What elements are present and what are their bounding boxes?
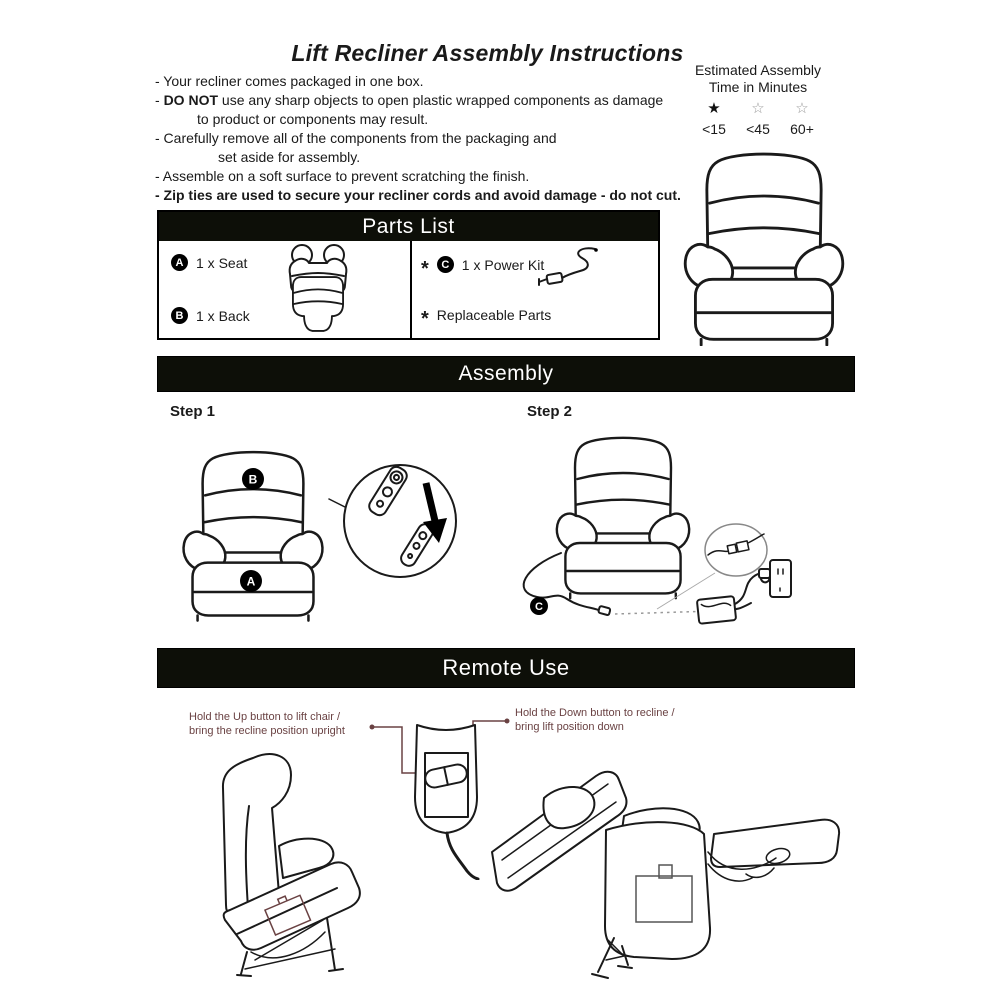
part-label: 1 x Power Kit <box>461 256 545 273</box>
part-label: 1 x Seat <box>196 254 248 271</box>
part-row-seat <box>171 254 247 271</box>
intro-line-2-cont: to product or components may result. <box>197 111 429 127</box>
recliner-front-illustration <box>668 146 860 346</box>
intro-notes <box>155 72 705 205</box>
power-kit-icon <box>535 245 605 293</box>
step-1-label: Step 1 <box>170 403 216 420</box>
part-badge-a-marker <box>240 570 262 592</box>
back-part-icon <box>292 273 344 335</box>
svg-text:A: A <box>246 574 256 589</box>
wall-outlet <box>759 560 791 597</box>
part-label: 1 x Back <box>196 307 250 324</box>
parts-list-table <box>157 210 660 340</box>
intro-line-3-cont: set aside for assembly. <box>218 149 361 165</box>
asterisk: * <box>421 308 429 330</box>
star-filled-icon: ★ <box>707 100 721 117</box>
remote-body <box>415 725 478 879</box>
intro-line-3: - Carefully remove all of the components from the packaging and <box>155 130 557 146</box>
time-label: <45 <box>746 121 770 137</box>
intro-line-4: - Assemble on a soft surface to prevent scratching the finish. <box>155 168 530 184</box>
remote-section-header: Remote Use <box>157 648 855 688</box>
part-badge-c-marker <box>530 597 548 615</box>
assembly-section-header: Assembly <box>157 356 855 392</box>
assembly-time-title-1: Estimated Assembly <box>694 62 822 78</box>
intro-line-2: - DO NOT use any sharp objects to open plastic wrapped components as damage <box>155 92 664 108</box>
step-2-label: Step 2 <box>527 403 573 420</box>
bracket-detail-magnifier <box>344 464 456 577</box>
asterisk: * <box>421 257 429 280</box>
page-title: Lift Recliner Assembly Instructions <box>291 40 684 67</box>
intro-line-1: - Your recliner comes packaged in one box. <box>155 73 424 89</box>
star-outline-icon: ☆ <box>795 100 809 117</box>
step2-illustration <box>495 425 861 641</box>
part-badge-a: A <box>171 254 188 271</box>
lift-position-chair-illustration <box>185 748 365 983</box>
assembly-time-title-2: Time in Minutes <box>708 78 808 95</box>
remote-down-callout: Hold the Down button to recline / bring lift position down <box>515 707 675 733</box>
svg-text:B: B <box>248 472 258 487</box>
do-not-emphasis: DO NOT <box>163 92 219 108</box>
assembly-time-panel <box>683 62 833 137</box>
part-row-power-kit <box>421 256 545 280</box>
part-badge-b-marker <box>242 468 264 490</box>
time-label: 60+ <box>790 121 814 137</box>
remote-up-callout: Hold the Up button to lift chair / bring the recline position upright <box>189 711 345 737</box>
parts-list-body <box>159 241 658 338</box>
power-brick <box>697 596 736 624</box>
part-badge-c: C <box>437 256 454 273</box>
star-outline-icon: ☆ <box>751 100 765 117</box>
step1-illustration <box>163 433 495 640</box>
recline-position-chair-illustration <box>478 760 860 988</box>
svg-text:C: C <box>535 601 543 613</box>
time-labels-row <box>683 121 833 137</box>
star-rating-row <box>683 101 833 117</box>
part-row-replaceable <box>421 307 552 330</box>
part-badge-b: B <box>171 307 188 324</box>
time-label: <15 <box>702 121 726 137</box>
intro-line-5: - Zip ties are used to secure your recliner cords and avoid damage - do not cut. <box>155 187 681 203</box>
part-label: Replaceable Parts <box>436 307 552 323</box>
part-row-back <box>171 307 250 324</box>
column-divider <box>410 241 412 338</box>
parts-list-header: Parts List <box>159 212 658 241</box>
